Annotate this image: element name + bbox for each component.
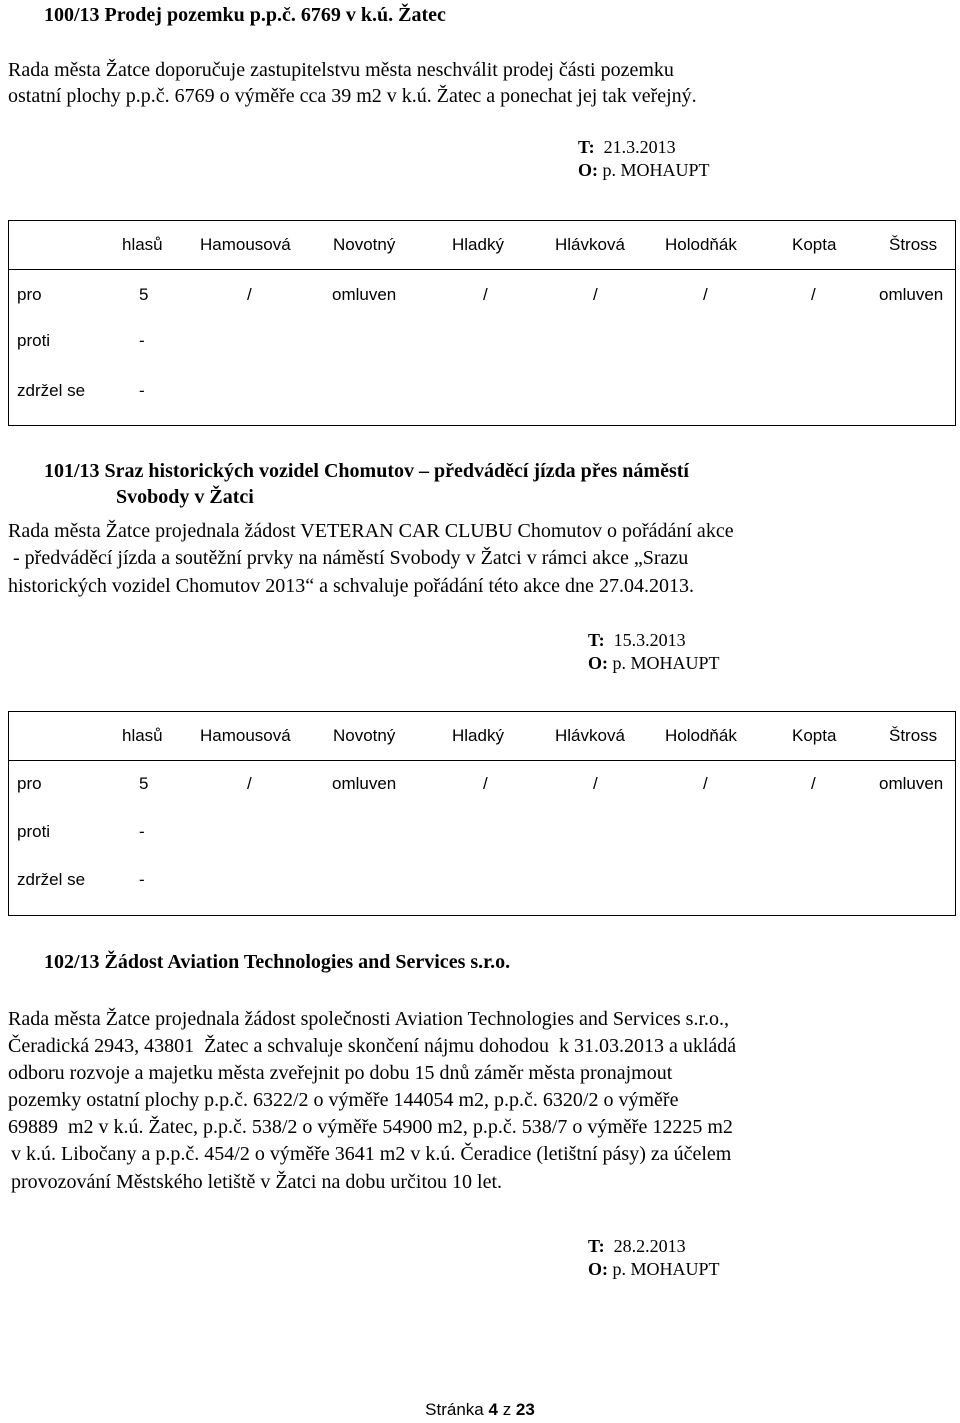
vote-cell: / [593,774,598,793]
footer-separator: z [502,1400,512,1419]
vote-cell: - [139,822,145,841]
vote-row-label: pro [17,285,42,304]
footer-page-number: 4 [488,1400,498,1419]
responsible-label: O: [578,160,598,180]
page-footer [0,1400,960,1420]
vote-table-divider [9,269,955,270]
vote-cell: / [811,285,816,304]
vote-header-cell: Hlávková [555,235,625,254]
vote-cell: - [139,331,145,350]
vote-header-cell: Hlávková [555,726,625,745]
resolution-text-line: ostatní plochy p.p.č. 6769 o výměře cca 39 m2 v k.ú. Žatec a ponechat jej tak veřejný. [8,85,697,107]
vote-row-pro [9,271,955,319]
vote-row-zdrzel [9,367,955,415]
resolution-text-line: v k.ú. Libočany a p.p.č. 454/2 o výměře 3641 m2 v k.ú. Čeradice (letištní pásy) za účelem [6,1143,732,1165]
vote-header-cell: Kopta [792,235,837,254]
vote-header-cell: Hladký [452,235,504,254]
resolution-text-line: historických vozidel Chomutov 2013“ a schvaluje pořádání této akce dne 27.04.2013. [8,575,694,597]
term-line [588,1236,686,1257]
vote-cell: / [247,285,252,304]
vote-header-cell: hlasů [122,235,163,254]
vote-header-cell: Novotný [333,235,396,254]
term-value: 21.3.2013 [603,137,676,157]
vote-row-label: zdržel se [17,870,86,889]
footer-page-total: 23 [515,1400,535,1419]
term-value: 28.2.2013 [613,1236,686,1256]
vote-cell: 5 [139,774,149,793]
resolution-text-line: Čeradická 2943, 43801 Žatec a schvaluje skončení nájmu dohodou k 31.03.2013 a ukládá [8,1035,737,1057]
responsible-line [588,653,720,674]
vote-row-label: proti [17,331,51,350]
vote-cell: - [139,870,145,889]
vote-cell: / [247,774,252,793]
vote-header-cell: Štross [889,726,938,745]
responsible-line [588,1259,720,1280]
resolution-text-line: - předváděcí jízda a soutěžní prvky na náměstí Svobody v Žatci v rámci akce „Srazu [8,547,689,569]
responsible-value: p. MOHAUPT [602,160,710,180]
resolution-heading-100: 100/13 Prodej pozemku p.p.č. 6769 v k.ú. Žatec [44,4,446,26]
responsible-label: O: [588,1259,608,1279]
resolution-text-line: Rada města Žatce projednala žádost společnosti Aviation Technologies and Services s.r.o., [8,1008,729,1030]
vote-cell: omluven [879,774,944,793]
vote-header-cell: Hamousová [200,235,291,254]
footer-prefix: Stránka [425,1400,484,1419]
vote-row-zdrzel [9,856,955,904]
vote-cell: / [811,774,816,793]
vote-header-cell: Novotný [333,726,396,745]
term-label: T: [578,137,595,157]
resolution-heading-101-cont: Svobody v Žatci [116,486,254,508]
resolution-heading-102: 102/13 Žádost Aviation Technologies and Services s.r.o. [44,951,511,973]
responsible-value: p. MOHAUPT [612,1259,720,1279]
resolution-text-line: 69889 m2 v k.ú. Žatec, p.p.č. 538/2 o výměře 54900 m2, p.p.č. 538/7 o výměře 12225 m2 [8,1116,733,1138]
vote-cell: / [483,774,488,793]
vote-table [8,220,956,426]
vote-cell: omluven [332,285,397,304]
vote-cell: / [703,774,708,793]
vote-cell: - [139,381,145,400]
vote-header-cell: Hamousová [200,726,291,745]
term-label: T: [588,1236,605,1256]
term-line [578,137,676,158]
vote-header-row [9,221,955,269]
responsible-line [578,160,710,181]
resolution-heading-101: 101/13 Sraz historických vozidel Chomutov – předváděcí jízda přes náměstí [44,460,689,482]
vote-row-pro [9,760,955,808]
vote-header-cell: Hladký [452,726,504,745]
vote-header-cell: Holodňák [665,235,737,254]
vote-cell: / [703,285,708,304]
resolution-text-line: pozemky ostatní plochy p.p.č. 6322/2 o výměře 144054 m2, p.p.č. 6320/2 o výměře [8,1089,679,1111]
responsible-label: O: [588,653,608,673]
term-label: T: [588,630,605,650]
vote-header-cell: Kopta [792,726,837,745]
vote-cell: / [483,285,488,304]
resolution-text-line: Rada města Žatce projednala žádost VETERAN CAR CLUBU Chomutov o pořádání akce [8,520,734,542]
vote-row-label: proti [17,822,51,841]
vote-table [8,711,956,916]
vote-header-row [9,712,955,760]
vote-cell: 5 [139,285,149,304]
vote-row-label: pro [17,774,42,793]
term-value: 15.3.2013 [613,630,686,650]
vote-header-cell: hlasů [122,726,163,745]
resolution-text-line: Rada města Žatce doporučuje zastupitelstvu města neschválit prodej části pozemku [8,59,674,81]
vote-cell: omluven [332,774,397,793]
vote-row-label: zdržel se [17,381,86,400]
resolution-text-line: odboru rozvoje a majetku města zveřejnit po dobu 15 dnů záměr města pronajmout [8,1062,673,1084]
resolution-text-line: provozování Městského letiště v Žatci na dobu určitou 10 let. [6,1171,502,1193]
vote-header-cell: Holodňák [665,726,737,745]
vote-row-proti [9,808,955,856]
vote-cell: / [593,285,598,304]
term-line [588,630,686,651]
vote-row-proti [9,317,955,365]
responsible-value: p. MOHAUPT [612,653,720,673]
vote-header-cell: Štross [889,235,938,254]
vote-cell: omluven [879,285,944,304]
